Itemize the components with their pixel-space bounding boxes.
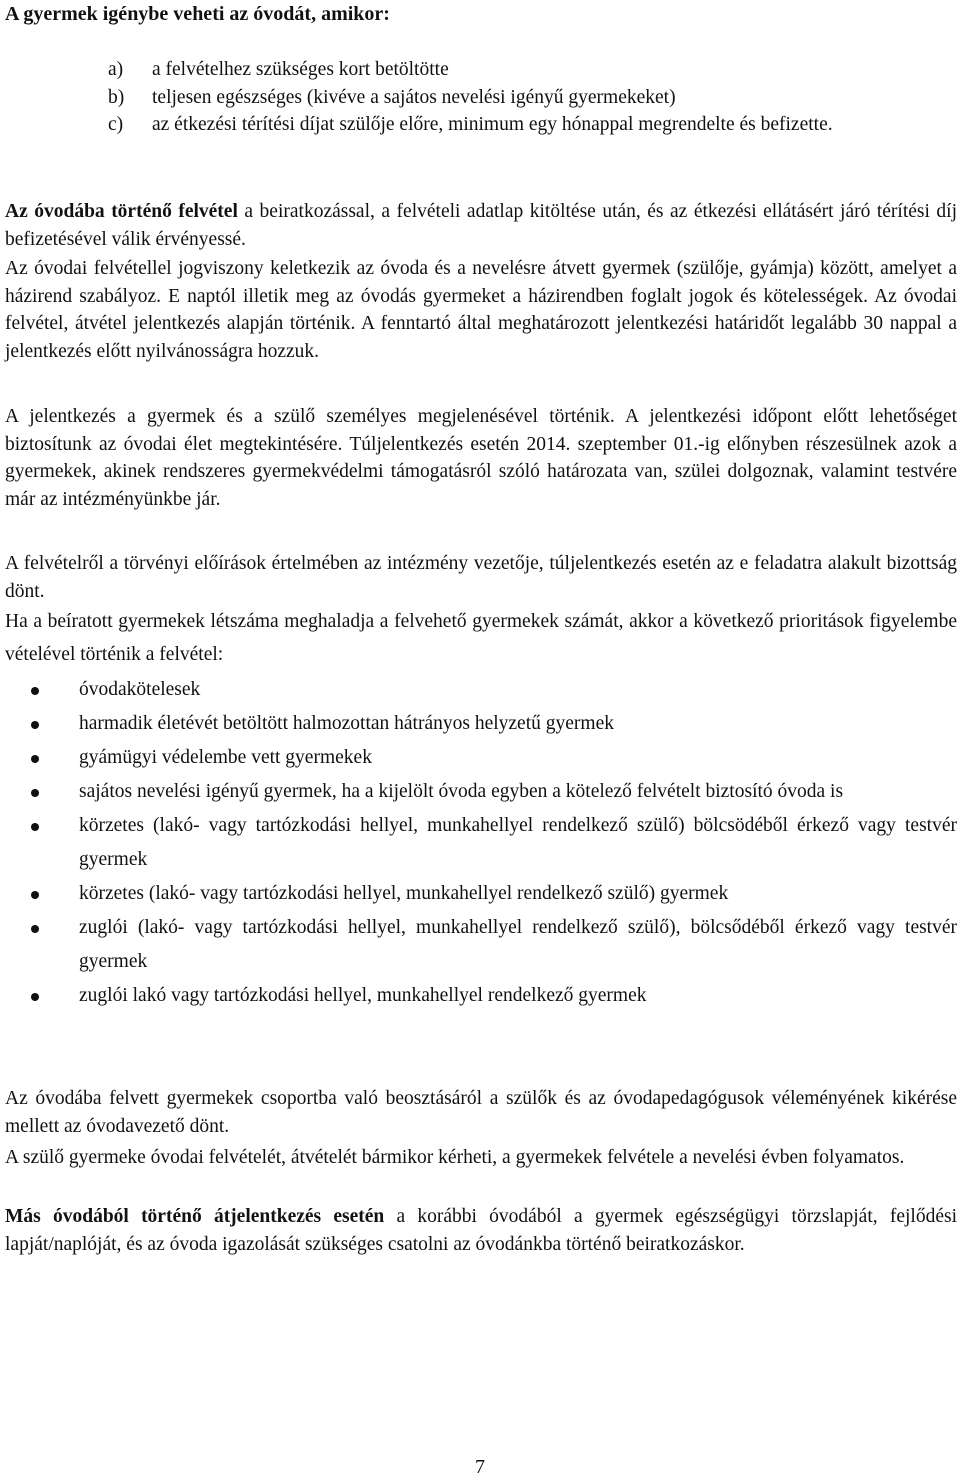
priority-item: zuglói lakó vagy tartózkodási hellyel, munkahellyel rendelkező gyermek	[5, 979, 957, 1013]
bullet-icon	[31, 687, 39, 695]
condition-letter: b)	[108, 86, 125, 108]
priority-item: gyámügyi védelembe vett gyermekek	[5, 741, 957, 775]
page-number: 7	[475, 1456, 485, 1478]
paragraph-text: a beiratkozással, a felvételi adatlap kitöltése után, és az étkezési ellátásért járó térítési díj befizetésével válik érvényessé.	[5, 201, 957, 250]
condition-letter: a)	[108, 59, 124, 80]
priority-item: harmadik életévét betöltött halmozottan hátrányos helyzetű gyermek	[5, 707, 957, 741]
bullet-icon	[31, 823, 39, 831]
condition-letter: c)	[108, 114, 124, 135]
priority-item: körzetes (lakó- vagy tartózkodási hellyel, munkahellyel rendelkező szülő) gyermek	[5, 877, 957, 911]
paragraph-transfer-from-other	[5, 1203, 957, 1258]
section-heading: A gyermek igénybe veheti az óvodát, amikor:	[5, 3, 390, 25]
priority-item: körzetes (lakó- vagy tartózkodási hellyel, munkahellyel rendelkező szülő) bölcsödéből érkező vagy testvér gyermek	[5, 809, 957, 877]
paragraph-group-assignment: Az óvodába felvett gyermekek csoportba való beosztásáról a szülők és az óvodapedagógusok véleményének kikérése mellett az óvodavezető dönt.	[5, 1088, 957, 1137]
conditions-list	[5, 56, 957, 139]
paragraph-text: a korábbi óvodából a gyermek egészségügyi törzslapját, fejlődési lapját/naplóját, és az óvoda igazolását szükséges csatolni az óvodánkba történő beiratkozáskor.	[5, 1206, 957, 1255]
bullet-icon	[31, 925, 39, 933]
paragraph-bold-lead: Más óvodából történő átjelentkezés esetén	[5, 1206, 385, 1227]
bullet-icon	[31, 789, 39, 797]
bullet-icon	[31, 755, 39, 763]
paragraph-application: A jelentkezés a gyermek és a szülő személyes megjelenésével történik. A jelentkezési időpont előtt lehetőséget biztosítunk az óvodai élet megtekintésére. Túljelentkezés esetén 2014. szeptember 01.-ig előnyben részesülnek azok a gyermekek, akinek rendszeres gyermekvédelmi támogatásról szóló határozata van, szülei dolgoznak, valamint testvére már az intézményünkbe jár.	[5, 406, 957, 510]
bullet-icon	[31, 993, 39, 1001]
paragraph-transfer-request: A szülő gyermeke óvodai felvételét, átvételét bármikor kérheti, a gyermekek felvétele a nevelési évben folyamatos.	[5, 1147, 905, 1168]
condition-text: az étkezési térítési díjat szülője előre, minimum egy hónappal megrendelte és befizette.	[152, 114, 833, 135]
condition-item-a	[5, 56, 957, 84]
paragraph-priorities-intro: Ha a beíratott gyermekek létszáma meghaladja a felvehető gyermekek számát, akkor a következő prioritások figyelembe vételével történik a felvétel:	[5, 611, 957, 665]
priority-item: zuglói (lakó- vagy tartózkodási hellyel, munkahellyel rendelkező szülő), bölcsődéből érkező vagy testvér gyermek	[5, 911, 957, 979]
bullet-icon	[31, 721, 39, 729]
bullet-icon	[31, 891, 39, 899]
paragraph-bold-lead: Az óvodába történő felvétel	[5, 201, 238, 222]
condition-item-c	[5, 111, 957, 139]
condition-item-b	[5, 84, 957, 112]
paragraph-enrollment	[5, 198, 957, 253]
priority-item: óvodakötelesek	[5, 673, 957, 707]
condition-text: a felvételhez szükséges kort betöltötte	[152, 59, 449, 80]
priority-item: sajátos nevelési igényű gyermek, ha a kijelölt óvoda egyben a kötelező felvételt biztosító óvoda is	[5, 775, 957, 809]
paragraph-legal-relationship: Az óvodai felvétellel jogviszony keletkezik az óvoda és a nevelésre átvett gyermek (szülője, gyámja) között, amelyet a házirend szabályoz. E naptól illetik meg az óvodás gyermeket a házirendben foglalt jogok és kötelességek. Az óvodai felvétel, átvétel jelentkezés alapján történik. A fenntartó által meghatározott jelentkezési határidőt legalább 30 nappal a jelentkezés előtt nyilvánosságra hozzuk.	[5, 258, 957, 362]
priorities-list	[5, 673, 957, 1013]
condition-text: teljesen egészséges (kivéve a sajátos nevelési igényű gyermekeket)	[152, 86, 676, 108]
paragraph-decision: A felvételről a törvényi előírások értelmében az intézmény vezetője, túljelentkezés esetén az e feladatra alakult bizottság dönt.	[5, 553, 957, 602]
